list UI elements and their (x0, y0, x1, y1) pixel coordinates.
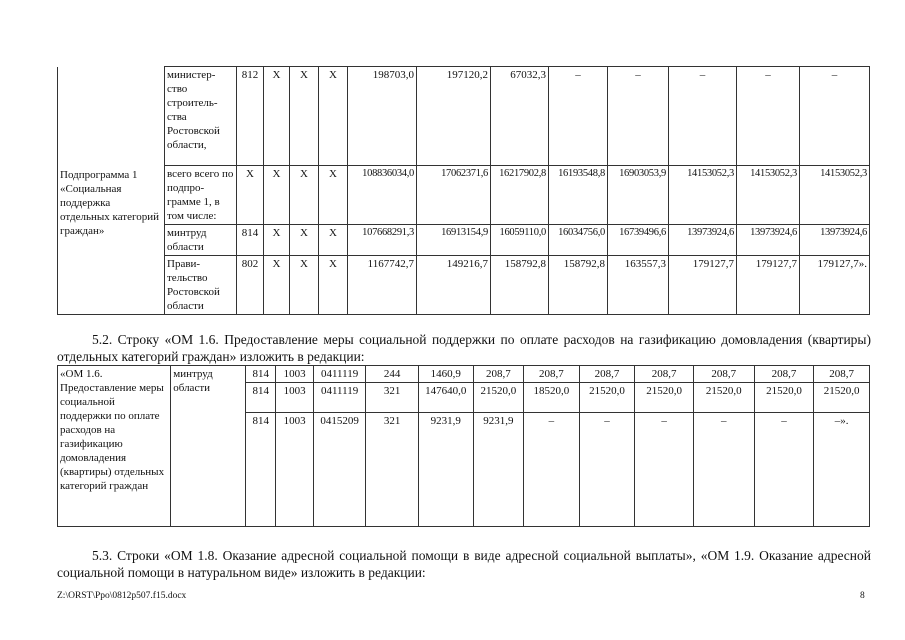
table-row: 814 1003 0411119 321 147640,0 21520,0 18520,0 21520,0 21520,0 21520,0 21520,0 21520,0 (58, 383, 870, 413)
measure-name: «ОМ 1.6. Предоставление меры социальной поддержки по оплате расходов на газификацию домовладения (квартиры) отдельных категорий граждан (58, 366, 171, 527)
table-row: 814 1003 0415209 321 9231,9 9231,9 – – – – – –». (58, 413, 870, 527)
table-row: Прави-тельство Ростовской области 802 Х Х Х 1167742,7 149216,7 158792,8 158792,8 163557,3 179127,7 179127,7 179127,7». (58, 256, 870, 315)
paragraph-5-3: 5.3. Строки «ОМ 1.8. Оказание адресной социальной помощи в виде адресной социальной выплаты», «ОМ 1.9. Оказание адресной социальной помощи в натуральном виде» изложить в редакции: (57, 548, 871, 580)
paragraph-5-2: 5.2. Строку «ОМ 1.6. Предоставление меры социальной поддержки по оплате расходов на газификацию домовладения (квартиры) отдельных категорий граждан» изложить в редакции: (57, 332, 871, 364)
subprogram-name: Подпрограмма 1 «Социальная поддержка отдельных категорий граждан» (58, 166, 165, 315)
table-row: Подпрограмма 1 «Социальная поддержка отдельных категорий граждан» всего всего по подпро-грамме 1, в том числе: Х Х Х Х 108836034,0 17062371,6 16217902,8 16193548,8 16903053,9 14153052,3 14153052,3 14153052,3 (58, 166, 870, 225)
page-number: 8 (860, 591, 865, 601)
table-row: министер-ство строитель-ства Ростовской области, 812 Х Х Х 198703,0 197120,2 67032,3 – – – – – (58, 67, 870, 166)
executor-cell: всего всего по подпро-грамме 1, в том числе: (165, 166, 237, 225)
footer-file-path: Z:\ORST\Ppo\0812p507.f15.docx (57, 591, 187, 601)
budget-table-subprogram (57, 66, 870, 315)
executor-cell: министер-ство строитель-ства Ростовской области, (165, 67, 237, 166)
executor-cell: минтруд области (171, 366, 246, 527)
executor-cell: Прави-тельство Ростовской области (165, 256, 237, 315)
table-row: «ОМ 1.6. Предоставление меры социальной поддержки по оплате расходов на газификацию домовладения (квартиры) отдельных категорий граждан минтруд области 814 1003 0411119 244 1460,9 208,7 208,7 208,7 208,7 208,7 208,7 208,7 (58, 366, 870, 383)
executor-cell: минтруд области (165, 225, 237, 256)
table-row: минтруд области 814 Х Х Х 107668291,3 16913154,9 16059110,0 16034756,0 16739496,6 13973924,6 13973924,6 13973924,6 (58, 225, 870, 256)
budget-table-om-1-6 (57, 365, 870, 527)
